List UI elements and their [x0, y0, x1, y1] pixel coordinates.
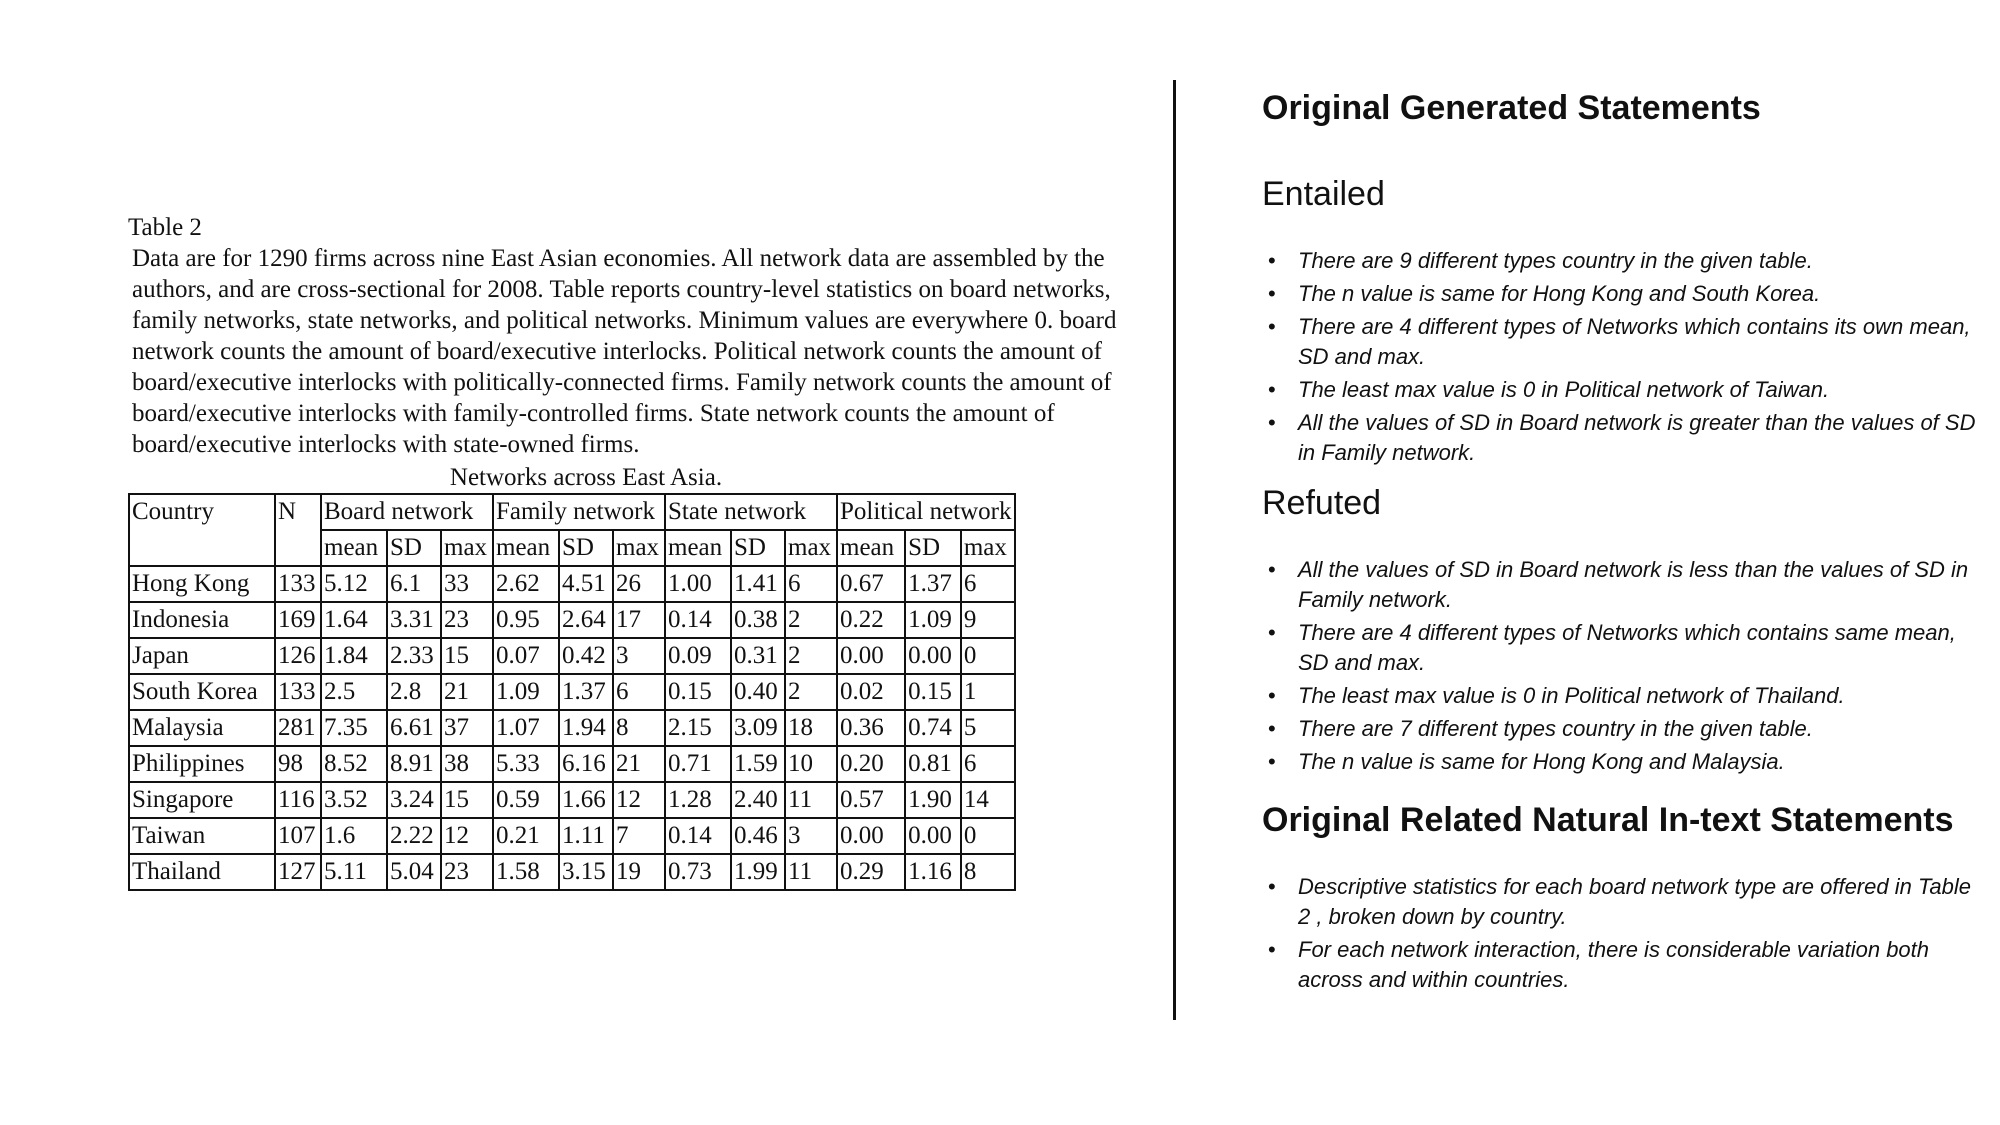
statement-text: The least max value is 0 in Political network of Taiwan.	[1298, 377, 1830, 402]
table-row	[129, 854, 1015, 890]
statement-text: There are 4 different types of Networks which contains its own mean, SD and max.	[1298, 314, 1971, 369]
table-cell: 1.90	[905, 782, 961, 818]
statement-item	[1268, 872, 1982, 932]
subheader-sd: SD	[559, 530, 613, 566]
table-cell: 2	[785, 602, 837, 638]
bullet-icon: •	[1268, 377, 1276, 402]
subheader-max: max	[785, 530, 837, 566]
table-cell: 33	[441, 566, 493, 602]
table-cell: 12	[613, 782, 665, 818]
statement-item	[1268, 408, 1982, 468]
statement-item	[1268, 312, 1982, 372]
subheader-mean: mean	[665, 530, 731, 566]
table-cell: 2.8	[387, 674, 441, 710]
table-cell: 3	[613, 638, 665, 674]
table-cell: 0.73	[665, 854, 731, 890]
table-header-row	[129, 494, 1015, 530]
table-cell: 8.91	[387, 746, 441, 782]
subheader-sd: SD	[905, 530, 961, 566]
table-cell: 1.94	[559, 710, 613, 746]
bullet-icon: •	[1268, 874, 1276, 899]
table-cell: 23	[441, 602, 493, 638]
statement-text: There are 4 different types of Networks which contains same mean, SD and max.	[1298, 620, 1956, 675]
table-cell: 3.31	[387, 602, 441, 638]
table-label: Table 2	[128, 214, 202, 241]
subheader-sd: SD	[387, 530, 441, 566]
table-cell: 5.33	[493, 746, 559, 782]
table-row	[129, 602, 1015, 638]
table-title: Networks across East Asia.	[449, 464, 723, 491]
table-cell: 3.52	[321, 782, 387, 818]
statement-text: The n value is same for Hong Kong and South Korea.	[1298, 281, 1821, 306]
subheader-max: max	[441, 530, 493, 566]
table-cell: 18	[785, 710, 837, 746]
header-group-family: Family network	[493, 494, 665, 530]
table-cell: 3.15	[559, 854, 613, 890]
table-cell: 2.40	[731, 782, 785, 818]
table-cell: 0.57	[837, 782, 905, 818]
network-table	[128, 493, 1016, 891]
row-country: Thailand	[129, 854, 275, 890]
table-cell: 1.37	[559, 674, 613, 710]
statement-text: The least max value is 0 in Political network of Thailand.	[1298, 683, 1845, 708]
header-n: N	[275, 494, 321, 566]
subheader-mean: mean	[493, 530, 559, 566]
table-cell: 1.09	[905, 602, 961, 638]
table-row	[129, 566, 1015, 602]
table-cell: 107	[275, 818, 321, 854]
table-cell: 0	[961, 638, 1015, 674]
table-cell: 1.41	[731, 566, 785, 602]
table-cell: 133	[275, 674, 321, 710]
subheader-max: max	[613, 530, 665, 566]
table-cell: 6	[961, 566, 1015, 602]
table-cell: 126	[275, 638, 321, 674]
table-cell: 8	[613, 710, 665, 746]
table-row	[129, 818, 1015, 854]
table-document	[128, 212, 1148, 891]
table-cell: 127	[275, 854, 321, 890]
table-cell: 15	[441, 638, 493, 674]
table-cell: 0.42	[559, 638, 613, 674]
table-cell: 0.02	[837, 674, 905, 710]
table-cell: 98	[275, 746, 321, 782]
table-cell: 0	[961, 818, 1015, 854]
table-cell: 11	[785, 854, 837, 890]
table-cell: 6	[785, 566, 837, 602]
table-cell: 0.20	[837, 746, 905, 782]
table-cell: 8.52	[321, 746, 387, 782]
table-cell: 2.15	[665, 710, 731, 746]
bullet-icon: •	[1268, 937, 1276, 962]
table-cell: 0.40	[731, 674, 785, 710]
table-cell: 37	[441, 710, 493, 746]
statement-text: All the values of SD in Board network is greater than the values of SD in Family network.	[1298, 410, 1976, 465]
table-cell: 0.81	[905, 746, 961, 782]
bullet-icon: •	[1268, 248, 1276, 273]
table-row	[129, 746, 1015, 782]
table-cell: 0.59	[493, 782, 559, 818]
table-cell: 12	[441, 818, 493, 854]
table-cell: 2.64	[559, 602, 613, 638]
row-country: Indonesia	[129, 602, 275, 638]
table-cell: 133	[275, 566, 321, 602]
bullet-icon: •	[1268, 716, 1276, 741]
table-cell: 0.67	[837, 566, 905, 602]
table-cell: 2.22	[387, 818, 441, 854]
table-cell: 1.11	[559, 818, 613, 854]
table-cell: 1.07	[493, 710, 559, 746]
table-cell: 3.24	[387, 782, 441, 818]
statement-text: There are 9 different types country in the given table.	[1298, 248, 1813, 273]
refuted-list	[1262, 555, 1982, 777]
table-cell: 0.22	[837, 602, 905, 638]
table-cell: 7.35	[321, 710, 387, 746]
table-cell: 1.59	[731, 746, 785, 782]
table-cell: 0.09	[665, 638, 731, 674]
row-country: Singapore	[129, 782, 275, 818]
table-cell: 281	[275, 710, 321, 746]
table-cell: 7	[613, 818, 665, 854]
table-cell: 1.58	[493, 854, 559, 890]
row-country: Japan	[129, 638, 275, 674]
table-cell: 15	[441, 782, 493, 818]
table-cell: 8	[961, 854, 1015, 890]
generated-statements-title: Original Generated Statements	[1262, 89, 1761, 127]
table-cell: 6	[961, 746, 1015, 782]
table-cell: 1.37	[905, 566, 961, 602]
statement-item	[1268, 747, 1982, 777]
statement-text: There are 7 different types country in the given table.	[1298, 716, 1813, 741]
table-cell: 0.00	[837, 818, 905, 854]
refuted-heading: Refuted	[1262, 484, 1382, 522]
natural-statements-title: Original Related Natural In-text Statements	[1262, 801, 1954, 839]
statement-text: All the values of SD in Board network is less than the values of SD in Family network.	[1298, 557, 1969, 612]
row-country: Taiwan	[129, 818, 275, 854]
row-country: South Korea	[129, 674, 275, 710]
table-cell: 5.12	[321, 566, 387, 602]
table-cell: 0.71	[665, 746, 731, 782]
table-cell: 0.38	[731, 602, 785, 638]
entailed-heading: Entailed	[1262, 175, 1385, 213]
statement-text: Descriptive statistics for each board network type are offered in Table 2 , broken down by country.	[1298, 874, 1971, 929]
table-cell: 5.04	[387, 854, 441, 890]
table-cell: 2.5	[321, 674, 387, 710]
row-country: Philippines	[129, 746, 275, 782]
table-cell: 10	[785, 746, 837, 782]
table-cell: 17	[613, 602, 665, 638]
table-cell: 1.28	[665, 782, 731, 818]
bullet-icon: •	[1268, 314, 1276, 339]
table-cell: 0.14	[665, 818, 731, 854]
table-cell: 1.66	[559, 782, 613, 818]
statement-item	[1268, 246, 1982, 276]
table-cell: 14	[961, 782, 1015, 818]
statement-item	[1268, 279, 1982, 309]
table-cell: 5.11	[321, 854, 387, 890]
bullet-icon: •	[1268, 749, 1276, 774]
bullet-icon: •	[1268, 410, 1276, 435]
row-country: Hong Kong	[129, 566, 275, 602]
table-row	[129, 638, 1015, 674]
table-cell: 1.84	[321, 638, 387, 674]
header-group-board: Board network	[321, 494, 493, 530]
header-group-political: Political network	[837, 494, 1015, 530]
table-row	[129, 674, 1015, 710]
table-cell: 9	[961, 602, 1015, 638]
table-cell: 26	[613, 566, 665, 602]
table-cell: 0.14	[665, 602, 731, 638]
table-cell: 0.00	[905, 638, 961, 674]
table-cell: 23	[441, 854, 493, 890]
table-cell: 2	[785, 674, 837, 710]
table-cell: 1.16	[905, 854, 961, 890]
statement-item	[1268, 555, 1982, 615]
table-cell: 0.07	[493, 638, 559, 674]
table-cell: 0.21	[493, 818, 559, 854]
table-cell: 0.95	[493, 602, 559, 638]
table-cell: 0.31	[731, 638, 785, 674]
subheader-mean: mean	[321, 530, 387, 566]
table-cell: 11	[785, 782, 837, 818]
table-cell: 3.09	[731, 710, 785, 746]
table-cell: 6	[613, 674, 665, 710]
table-cell: 0.00	[837, 638, 905, 674]
entailed-list	[1262, 246, 1982, 468]
vertical-divider	[1173, 80, 1176, 1020]
statement-item	[1268, 935, 1982, 995]
statement-item	[1268, 375, 1982, 405]
table-cell: 3	[785, 818, 837, 854]
table-cell: 4.51	[559, 566, 613, 602]
table-cell: 1.64	[321, 602, 387, 638]
statement-item	[1268, 618, 1982, 678]
bullet-icon: •	[1268, 281, 1276, 306]
natural-list	[1262, 872, 1982, 995]
row-country: Malaysia	[129, 710, 275, 746]
table-cell: 1.6	[321, 818, 387, 854]
table-cell: 0.15	[905, 674, 961, 710]
table-cell: 2.33	[387, 638, 441, 674]
table-cell: 2	[785, 638, 837, 674]
table-caption: Data are for 1290 firms across nine East Asian economies. All network data are assembled by the authors, and are cross-sectional for 2008. Table reports country-level statistics on board networks, family networks, state networks, and political networks. Minimum values are everywhere 0. board network counts the amount of board/executive interlocks. Political network counts the amount of board/executive interlocks with politically-connected firms. Family network counts the amount of board/executive interlocks with family-controlled firms. State network counts the amount of board/executive interlocks with state-owned firms.	[132, 245, 1117, 458]
table-cell: 1.99	[731, 854, 785, 890]
table-cell: 169	[275, 602, 321, 638]
table-row	[129, 710, 1015, 746]
statements-panel	[1262, 82, 1982, 998]
statement-text: For each network interaction, there is considerable variation both across and within countries.	[1298, 937, 1930, 992]
table-cell: 0.74	[905, 710, 961, 746]
table-cell: 21	[613, 746, 665, 782]
table-cell: 6.61	[387, 710, 441, 746]
table-cell: 116	[275, 782, 321, 818]
bullet-icon: •	[1268, 620, 1276, 645]
statement-item	[1268, 714, 1982, 744]
table-cell: 0.29	[837, 854, 905, 890]
header-group-state: State network	[665, 494, 837, 530]
subheader-mean: mean	[837, 530, 905, 566]
statement-item	[1268, 681, 1982, 711]
bullet-icon: •	[1268, 683, 1276, 708]
table-cell: 21	[441, 674, 493, 710]
subheader-max: max	[961, 530, 1015, 566]
table-cell: 19	[613, 854, 665, 890]
table-cell: 6.16	[559, 746, 613, 782]
table-cell: 0.00	[905, 818, 961, 854]
table-cell: 5	[961, 710, 1015, 746]
table-cell: 1.00	[665, 566, 731, 602]
statement-text: The n value is same for Hong Kong and Malaysia.	[1298, 749, 1785, 774]
table-cell: 6.1	[387, 566, 441, 602]
header-country: Country	[129, 494, 275, 566]
table-row	[129, 782, 1015, 818]
table-cell: 0.15	[665, 674, 731, 710]
bullet-icon: •	[1268, 557, 1276, 582]
table-cell: 1	[961, 674, 1015, 710]
subheader-sd: SD	[731, 530, 785, 566]
table-cell: 0.36	[837, 710, 905, 746]
table-cell: 0.46	[731, 818, 785, 854]
table-cell: 2.62	[493, 566, 559, 602]
table-cell: 1.09	[493, 674, 559, 710]
table-cell: 38	[441, 746, 493, 782]
